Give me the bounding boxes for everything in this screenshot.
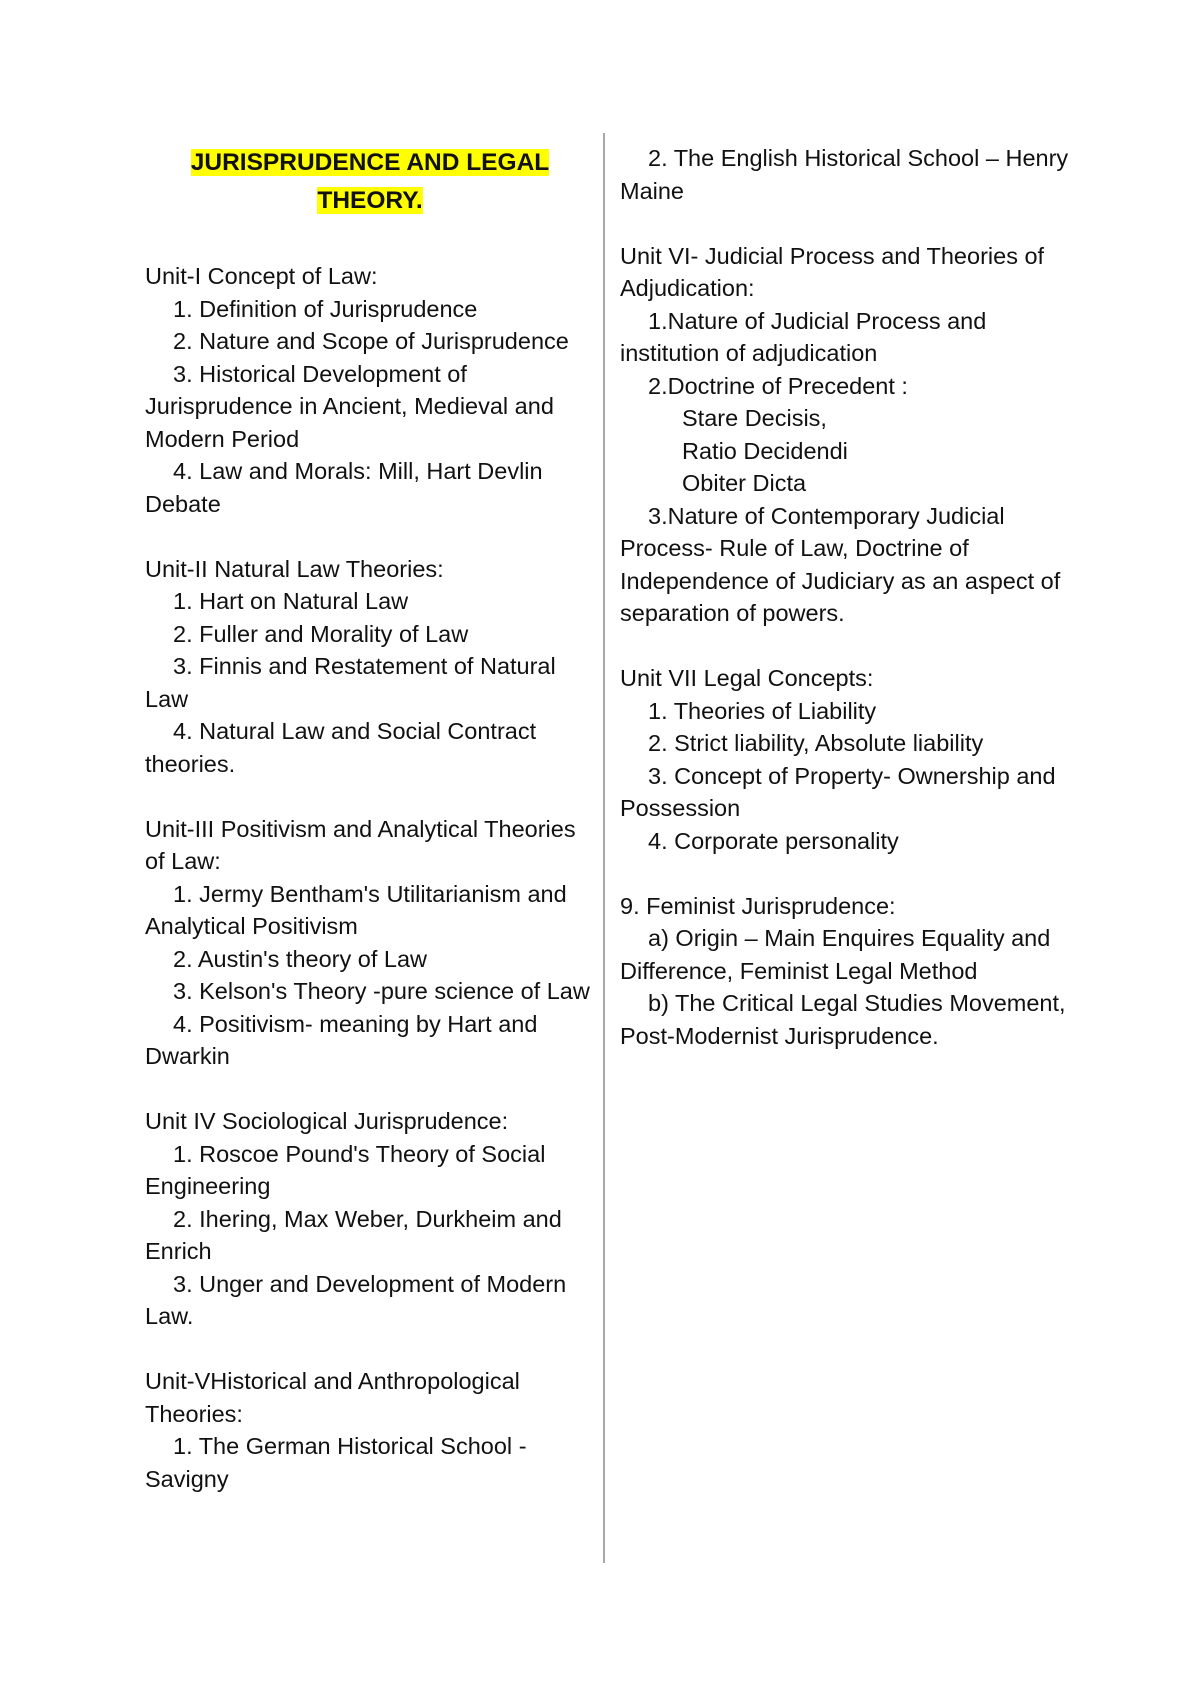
list-item: 1. The German Historical School -Savigny [145,1433,527,1492]
list-item: 4. Positivism- meaning by Hart and Dwarkin [145,1010,538,1069]
list-item: 2. Strict liability, Absolute liability [648,730,984,756]
list-item: 3. Concept of Property- Ownership and Possession [620,762,1056,821]
list-item: 2. Austin's theory of Law [173,945,427,972]
title-line-2: THEORY. [317,187,423,214]
title-line-1: JURISPRUDENCE AND LEGAL [190,149,550,176]
unit-heading: 9. Feminist Jurisprudence: [620,892,896,919]
sub-item: Obiter Dicta [682,470,807,496]
list-item: 2. The English Historical School – Henry Maine [620,145,1069,204]
list-item: 4. Corporate personality [648,827,899,854]
list-item: 1. Jermy Bentham's Utilitarianism and Analytical Positivism [145,880,567,939]
document-title [145,144,595,220]
unit-heading: Unit-III Positivism and Analytical Theories of Law: [145,815,576,874]
list-item: 3. Historical Development of Jurisprudence in Ancient, Medieval and Modern Period [145,360,554,452]
list-item: 1. Hart on Natural Law [173,588,409,614]
list-item: 1. Definition of Jurisprudence [173,295,478,322]
left-column [145,140,595,1528]
right-column [620,142,1090,1085]
list-item: 4. Law and Morals: Mill, Hart Devlin Debate [145,458,543,517]
unit-heading: Unit-I Concept of Law: [145,263,378,289]
unit-6 [620,240,1090,630]
unit-heading: Unit-VHistorical and Anthropological Theories: [145,1368,520,1427]
list-item: a) Origin – Main Enquires Equality and Difference, Feminist Legal Method [620,925,1051,984]
unit-2 [145,553,595,781]
unit-heading: Unit VI- Judicial Process and Theories of Adjudication: [620,242,1045,301]
unit-7 [620,662,1090,857]
unit-1 [145,260,595,520]
sub-item: Stare Decisis, [682,405,827,431]
unit-5-continued [620,142,1090,207]
list-item: 4. Natural Law and Social Contract theories. [145,718,537,777]
list-item: 3. Unger and Development of Modern Law. [145,1270,567,1329]
list-item: 3. Finnis and Restatement of Natural Law [145,653,556,712]
list-item: 3.Nature of Contemporary Judicial Process- Rule of Law, Doctrine of Independence of Judiciary as an aspect of separation of powers. [620,502,1061,626]
unit-9 [620,890,1090,1053]
unit-3 [145,813,595,1073]
unit-heading: Unit-II Natural Law Theories: [145,555,444,582]
list-item: 2. Fuller and Morality of Law [173,620,469,647]
column-divider [603,133,605,1563]
list-item: b) The Critical Legal Studies Movement, Post-Modernist Jurisprudence. [620,990,1066,1049]
list-item: 3. Kelson's Theory -pure science of Law [173,978,590,1004]
sub-item: Ratio Decidendi [682,437,848,464]
unit-5 [145,1365,595,1495]
list-item: 1.Nature of Judicial Process and institution of adjudication [620,307,987,366]
unit-4 [145,1105,595,1333]
list-item: 2.Doctrine of Precedent : [648,372,908,399]
unit-heading: Unit IV Sociological Jurisprudence: [145,1108,509,1134]
list-item: 1. Roscoe Pound's Theory of Social Engineering [145,1140,546,1199]
unit-heading: Unit VII Legal Concepts: [620,665,874,691]
list-item: 2. Nature and Scope of Jurisprudence [173,328,569,354]
list-item: 1. Theories of Liability [648,697,877,724]
list-item: 2. Ihering, Max Weber, Durkheim and Enrich [145,1205,562,1264]
